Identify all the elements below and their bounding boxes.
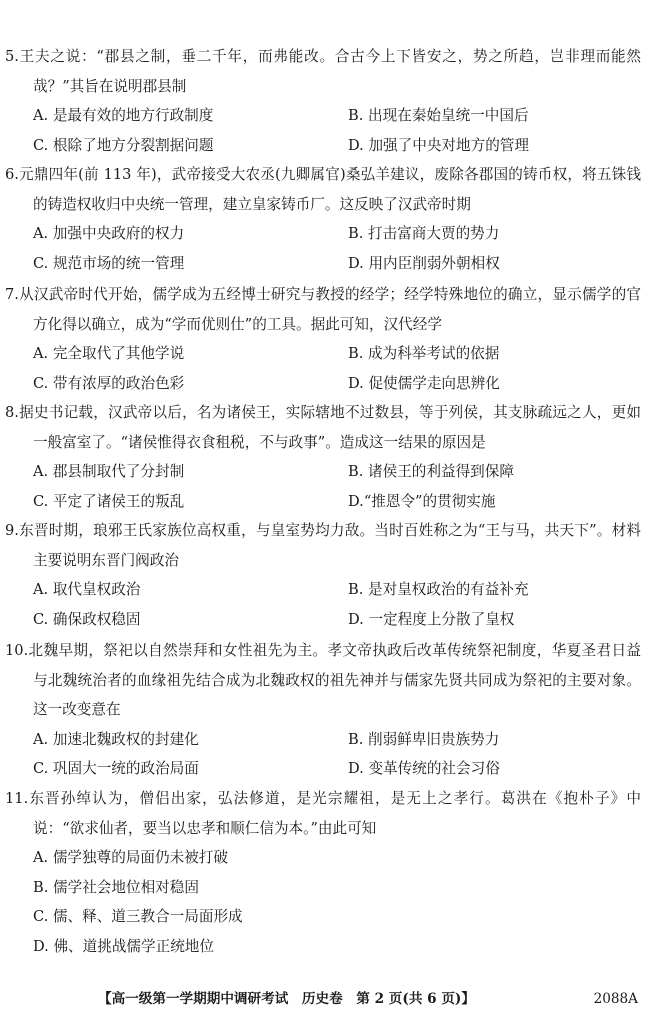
option-row <box>5 339 641 369</box>
option-c[interactable]: C. 儒、释、道三教合一局面形成 <box>33 908 243 925</box>
question-7 <box>5 280 641 398</box>
option-row <box>5 487 641 517</box>
option-c[interactable]: C. 根除了地方分裂割据问题 <box>33 136 214 154</box>
page-footer <box>0 985 648 1013</box>
option-b[interactable]: B. 诸侯王的利益得到保障 <box>348 463 514 480</box>
option-a[interactable]: A. 儒学独尊的局面仍未被打破 <box>33 849 228 866</box>
paper-code: 2088A <box>593 991 638 1007</box>
question-stem: 9.东晋时期，琅邪王氏家族位高权重，与皇室势均力敌。当时百姓称之为“王与马，共天下”。材料主要说明东晋门阀政治 <box>5 522 641 569</box>
option-c[interactable]: C. 带有浓厚的政治色彩 <box>33 374 185 392</box>
option-a[interactable]: A. 郡县制取代了分封制 <box>33 463 185 480</box>
question-stem: 5.王夫之说：“郡县之制，垂二千年，而弗能改。合古今上下皆安之，势之所趋，岂非理而能然哉？”其旨在说明郡县制 <box>5 48 641 95</box>
option-c[interactable]: C. 规范市场的统一管理 <box>33 254 185 272</box>
option-d[interactable]: D. 促使儒学走向思辨化 <box>348 374 500 392</box>
option-d[interactable]: D. 佛、道挑战儒学正统地位 <box>33 937 214 955</box>
question-stem: 6.元鼎四年(前 113 年)，武帝接受大农丞(九卿属官)桑弘羊建议，废除各郡国的铸币权，将五铢钱的铸造权收归中央统一管理，建立皇家铸币厂。这反映了汉武帝时期 <box>5 166 641 213</box>
option-row <box>5 249 641 279</box>
question-8 <box>5 398 641 516</box>
question-stem: 8.据史书记载，汉武帝以后，名为诸侯王，实际辖地不过数县，等于列侯，其支脉疏远之人，更如一般富室了。“诸侯惟得衣食租税，不与政事”。造成这一结果的原因是 <box>5 404 641 451</box>
option-d[interactable]: D. 一定程度上分散了皇权 <box>348 610 515 628</box>
option-d[interactable]: D. 变革传统的社会习俗 <box>348 760 500 777</box>
option-b[interactable]: B. 削弱鲜卑旧贵族势力 <box>348 730 500 748</box>
option-d[interactable]: D.“推恩令”的贯彻实施 <box>348 492 496 510</box>
option-row <box>5 101 641 131</box>
option-b[interactable]: B. 出现在秦始皇统一中国后 <box>348 107 529 124</box>
option-row <box>5 754 641 784</box>
option-a[interactable]: A. 加速北魏政权的封建化 <box>33 730 199 748</box>
question-stem: 7.从汉武帝时代开始，儒学成为五经博士研究与教授的经学；经学特殊地位的确立，显示儒学的官方化得以确立，成为“学而优则仕”的工具。据此可知，汉代经学 <box>5 286 641 333</box>
option-a[interactable]: A. 完全取代了其他学说 <box>33 345 185 362</box>
option-row <box>5 457 641 487</box>
option-a[interactable]: A. 取代皇权政治 <box>33 581 141 598</box>
option-row <box>5 605 641 635</box>
option-a[interactable]: A. 加强中央政府的权力 <box>33 225 185 242</box>
option-row <box>5 725 641 755</box>
option-b[interactable]: B. 儒学社会地位相对稳固 <box>33 878 199 896</box>
option-row <box>5 369 641 399</box>
option-row <box>5 219 641 249</box>
option-c[interactable]: C. 确保政权稳固 <box>33 610 141 628</box>
option-d[interactable]: D. 加强了中央对地方的管理 <box>348 136 529 154</box>
option-d[interactable]: D. 用内臣削弱外朝相权 <box>348 254 500 272</box>
option-c[interactable]: C. 平定了诸侯王的叛乱 <box>33 492 185 510</box>
question-11 <box>5 784 641 961</box>
option-b[interactable]: B. 是对皇权政治的有益补充 <box>348 581 529 598</box>
option-a[interactable]: A. 是最有效的地方行政制度 <box>33 107 214 124</box>
option-c[interactable]: C. 巩固大一统的政治局面 <box>33 760 199 777</box>
footer-title: 【高一级第一学期期中调研考试 历史卷 第 2 页(共 6 页)】 <box>98 991 475 1007</box>
option-row <box>5 131 641 161</box>
option-row <box>5 575 641 605</box>
question-5 <box>5 42 641 160</box>
question-6 <box>5 160 641 278</box>
option-b[interactable]: B. 成为科举考试的依据 <box>348 345 500 362</box>
option-b[interactable]: B. 打击富商大贾的势力 <box>348 225 500 242</box>
question-10 <box>5 636 641 784</box>
option-list <box>5 843 641 961</box>
question-9 <box>5 516 641 634</box>
question-stem: 10.北魏早期，祭祀以自然崇拜和女性祖先为主。孝文帝执政后改革传统祭祀制度，华夏圣君日益与北魏统治者的血缘祖先结合成为北魏政权的祖先神并与儒家先贤共同成为祭祀的主要对象。这一改变意在 <box>5 642 641 718</box>
question-stem: 11.东晋孙绰认为，僧侣出家，弘法修道，是光宗耀祖，是无上之孝行。葛洪在《抱朴子》中说：“欲求仙者，要当以忠孝和顺仁信为本。”由此可知 <box>5 790 641 837</box>
